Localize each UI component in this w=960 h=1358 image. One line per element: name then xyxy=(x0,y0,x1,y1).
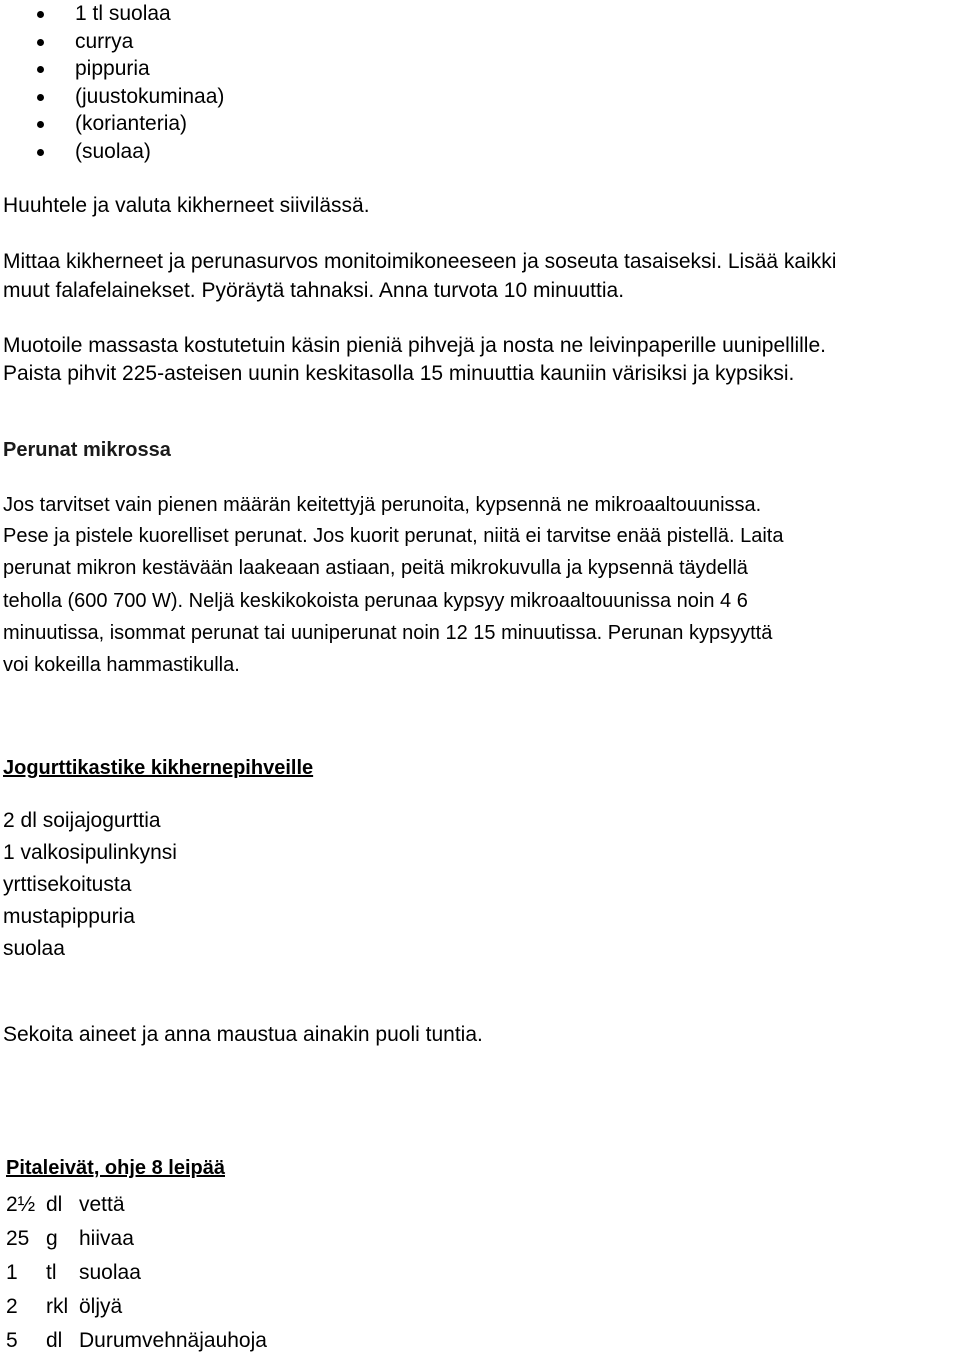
list-item: 2 dl soijajogurttia xyxy=(3,809,161,832)
potatoes-heading: Perunat mikrossa xyxy=(3,439,171,461)
pita-unit: tl xyxy=(46,1261,57,1284)
yogurt-sauce-instruction: Sekoita aineet ja anna maustua ainakin puoli tuntia. xyxy=(3,1023,483,1046)
list-item: 1 tl suolaa xyxy=(0,0,224,28)
potatoes-text-line: perunat mikron kestävään laakeaan astiaan, peitä mikrokuvulla ja kypsennä täydellä xyxy=(3,557,748,579)
spice-list xyxy=(0,0,224,166)
potatoes-text-line: Jos tarvitset vain pienen määrän keitettyjä perunoita, kypsennä ne mikroaaltouunissa. xyxy=(3,494,762,516)
falafel-step-rinse: Huuhtele ja valuta kikherneet siivilässä. xyxy=(3,194,370,217)
pita-qty: 5 xyxy=(6,1329,18,1352)
pita-qty: 2½ xyxy=(6,1193,36,1216)
pita-qty: 1 xyxy=(6,1261,18,1284)
pita-item: Durumvehnäjauhoja xyxy=(79,1329,267,1352)
list-item: pippuria xyxy=(0,55,224,83)
potatoes-text-line: voi kokeilla hammastikulla. xyxy=(3,654,240,676)
falafel-step-blend-line1: Mittaa kikherneet ja perunasurvos monitoimikoneeseen ja soseuta tasaiseksi. Lisää kaikki xyxy=(3,250,837,273)
pita-qty: 25 xyxy=(6,1227,30,1250)
pita-unit: dl xyxy=(46,1329,63,1352)
pita-item: hiivaa xyxy=(79,1227,134,1250)
yogurt-sauce-heading: Jogurttikastike kikhernepihveille xyxy=(3,757,314,779)
pita-item: suolaa xyxy=(79,1261,141,1284)
list-item: 1 valkosipulinkynsi xyxy=(3,841,177,864)
falafel-step-blend-line2: muut falafelainekset. Pyöräytä tahnaksi. Anna turvota 10 minuuttia. xyxy=(3,279,625,302)
list-item: yrttisekoitusta xyxy=(3,873,132,896)
falafel-step-shape-line1: Muotoile massasta kostutetuin käsin pieniä pihvejä ja nosta ne leivinpaperille uunipellille. xyxy=(3,334,826,357)
pita-item: vettä xyxy=(79,1193,125,1216)
pita-item: öljyä xyxy=(79,1295,123,1318)
potatoes-text-line: Pese ja pistele kuorelliset perunat. Jos kuorit perunat, niitä ei tarvitse enää pistellä. Laita xyxy=(3,525,784,547)
potatoes-text-line: minuutissa, isommat perunat tai uuniperunat noin 12 15 minuutissa. Perunan kypsyyttä xyxy=(3,622,773,644)
pita-unit: rkl xyxy=(46,1295,69,1318)
list-item: suolaa xyxy=(3,937,65,960)
list-item: (korianteria) xyxy=(0,110,224,138)
list-item: (suolaa) xyxy=(0,138,224,166)
falafel-step-shape-line2: Paista pihvit 225-asteisen uunin keskitasolla 15 minuuttia kauniin värisiksi ja kypsiksi. xyxy=(3,362,795,385)
list-item: (juustokuminaa) xyxy=(0,83,224,111)
potatoes-text-line: teholla (600 700 W). Neljä keskikokoista perunaa kypsyy mikroaaltouunissa noin 4 6 xyxy=(3,590,748,612)
pita-heading: Pitaleivät, ohje 8 leipää xyxy=(6,1157,225,1179)
pita-unit: g xyxy=(46,1227,58,1250)
pita-unit: dl xyxy=(46,1193,63,1216)
list-item: mustapippuria xyxy=(3,905,135,928)
yogurt-sauce-ingredients xyxy=(3,805,177,965)
list-item: currya xyxy=(0,28,224,56)
pita-qty: 2 xyxy=(6,1295,18,1318)
